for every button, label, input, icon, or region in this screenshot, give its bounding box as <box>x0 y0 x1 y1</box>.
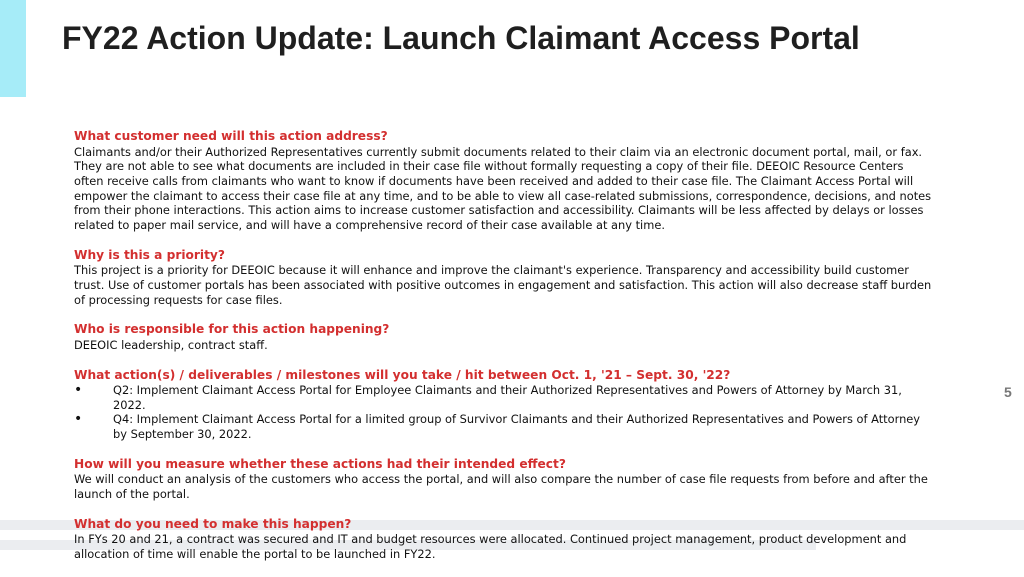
section-heading: Why is this a priority? <box>74 247 225 262</box>
section-body: DEEOIC leadership, contract staff. <box>74 337 268 352</box>
section-body: This project is a priority for DEEOIC because it will enhance and improve the claimant's experience. Transparency and accessibility build customer trust. Use of customer portals has been associated with positive outcomes in engagement and satisfaction. This action will also decrease staff burden of processing requests for case files. <box>74 263 932 307</box>
section-heading: How will you measure whether these actions had their intended effect? <box>74 456 566 471</box>
title-accent-bar <box>0 0 26 97</box>
section-responsible <box>74 322 934 352</box>
milestone-item: • Q4: Implement Claimant Access Portal for a limited group of Survivor Claimants and their Authorized Representatives and Powers of Attorney by September 30, 2022. <box>74 412 934 441</box>
section-heading: Who is responsible for this action happening? <box>74 322 390 337</box>
section-body: Claimants and/or their Authorized Representatives currently submit documents related to their claim via an electronic document portal, mail, or fax. They are not able to see what documents are included in their case file without formally requesting a copy of their file. DEEOIC Resource Centers often receive calls from claimants who want to know if documents have been received and added to their case file. The Claimant Access Portal will empower the claimant to access their case file at any time, and to be able to view all case-related submissions, correspondence, decisions, and notes from their phone interactions. This action aims to increase customer satisfaction and accessibility. Claimants will be less affected by delays or losses related to paper mail service, and will have a comprehensive record of their case available at any time. <box>74 144 932 233</box>
milestone-list <box>74 383 934 442</box>
section-body: We will conduct an analysis of the customers who access the portal, and will also compare the number of case file requests from before and after the launch of the portal. <box>74 472 928 502</box>
section-heading: What action(s) / deliverables / milestones will you take / hit between Oct. 1, '21 – Sept. 30, '22? <box>74 367 731 382</box>
slide-content <box>74 129 934 577</box>
section-needs <box>74 517 934 562</box>
section-measure <box>74 457 934 502</box>
section-heading: What customer need will this action address? <box>74 129 388 143</box>
slide-title: FY22 Action Update: Launch Claimant Access Portal <box>62 20 860 56</box>
section-milestones <box>74 368 934 442</box>
section-customer-need <box>74 129 934 233</box>
section-heading: What do you need to make this happen? <box>74 516 352 531</box>
section-priority <box>74 248 934 308</box>
milestone-item: • Q2: Implement Claimant Access Portal for Employee Claimants and their Authorized Representatives and Powers of Attorney by March 31, 2022. <box>74 383 934 412</box>
page-number: 5 <box>1004 384 1012 400</box>
section-body: In FYs 20 and 21, a contract was secured and IT and budget resources were allocated. Continued project management, product development and allocation of time will enable the portal to be launched in FY22. <box>74 532 907 561</box>
